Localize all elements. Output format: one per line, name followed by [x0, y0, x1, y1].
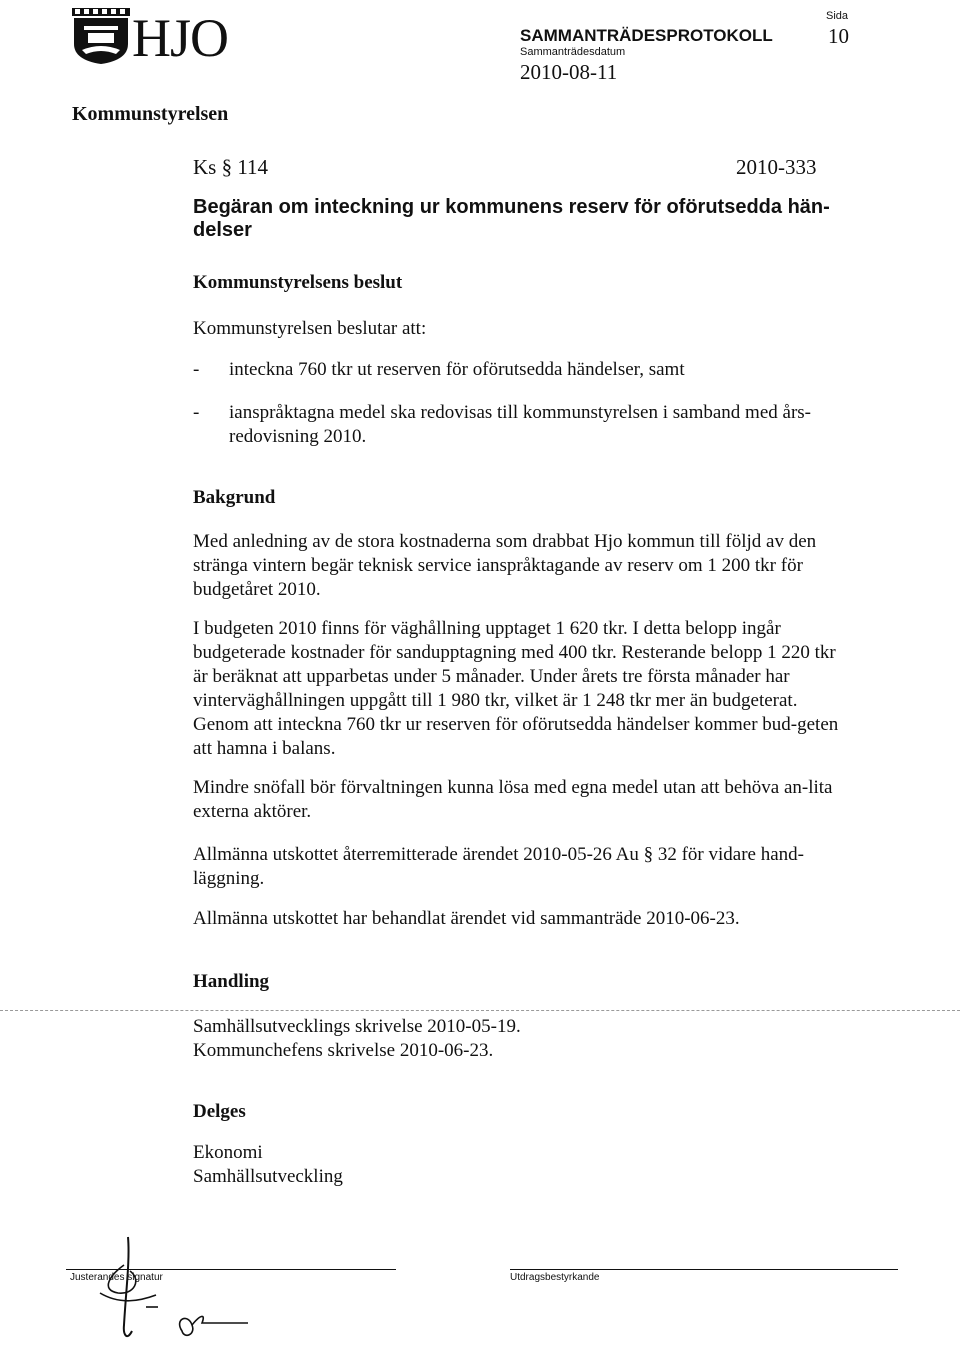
case-number: 2010-333 — [736, 155, 817, 179]
decision-item-text: ianspråktagna medel ska redovisas till kommunstyrelsen i samband med års-redovisning 2010. — [229, 402, 811, 447]
meeting-date: 2010-08-11 — [520, 60, 618, 84]
handwritten-signature — [70, 1235, 270, 1345]
background-paragraph: Allmänna utskottet återremitterade ärendet 2010-05-26 Au § 32 för vidare hand-läggning. — [193, 844, 804, 889]
background-heading: Bakgrund — [193, 487, 276, 508]
handling-heading: Handling — [193, 971, 270, 992]
divider-line — [0, 1010, 960, 1011]
decision-intro: Kommunstyrelsen beslutar att: — [193, 318, 427, 339]
background-paragraph: Allmänna utskottet har behandlat ärendet vid sammanträde 2010-06-23. — [193, 908, 740, 929]
list-dash: - — [193, 402, 200, 423]
organization-name: Kommunstyrelsen — [72, 103, 229, 125]
case-heading: Begäran om inteckning ur kommunens reserv för oförutsedda hän-delser — [193, 196, 830, 241]
decision-item-text: inteckna 760 tkr ut reserven för oförutsedda händelser, samt — [229, 359, 685, 380]
list-dash: - — [193, 359, 200, 380]
handling-item: Samhällsutvecklings skrivelse 2010-05-19. — [193, 1016, 521, 1037]
background-paragraph: Mindre snöfall bör förvaltningen kunna lösa med egna medel utan att behöva an-lita externa aktörer. — [193, 777, 833, 822]
extract-label: Utdragsbestyrkande — [510, 1272, 600, 1283]
decision-heading: Kommunstyrelsens beslut — [193, 272, 403, 293]
background-paragraph: I budgeten 2010 finns för väghållning upptaget 1 620 tkr. I detta belopp ingår budgeterade kostnader för sandupptagning med 400 tkr. Resterande belopp 1 220 tkr är beräknat att upparbetas under 5 månader. Under årets tre första månader har vinterväghållningen uppgått till 1 980 tkr, vilket är 1 248 tkr mer än budgeterat. Genom att inteckna 760 tkr ur reserven för oförutsedda händelser kommer bud-geten att hamna i balans. — [193, 618, 839, 759]
signature-label: Justerandes signatur — [70, 1272, 163, 1283]
page-number: 10 — [828, 24, 849, 48]
page-label: Sida — [826, 10, 849, 22]
meeting-date-label: Sammanträdesdatum — [520, 46, 626, 58]
document-type-title: SAMMANTRÄDESPROTOKOLL — [520, 26, 773, 45]
background-paragraph: Med anledning av de stora kostnaderna som drabbat Hjo kommun till följd av den stränga vintern begär teknisk service ianspråktagande av reserv om 1 200 tkr för budgetåret 2010. — [193, 531, 817, 600]
delges-item: Ekonomi — [193, 1142, 263, 1163]
delges-heading: Delges — [193, 1101, 246, 1122]
municipal-crest-icon — [70, 6, 132, 66]
decision-list-item — [193, 401, 833, 449]
decision-list-item — [193, 358, 853, 382]
handling-item: Kommunchefens skrivelse 2010-06-23. — [193, 1040, 494, 1061]
delges-item: Samhällsutveckling — [193, 1166, 343, 1187]
extract-line — [510, 1269, 898, 1270]
logo-text: HJO — [132, 8, 229, 68]
case-reference: Ks § 114 — [193, 155, 269, 179]
